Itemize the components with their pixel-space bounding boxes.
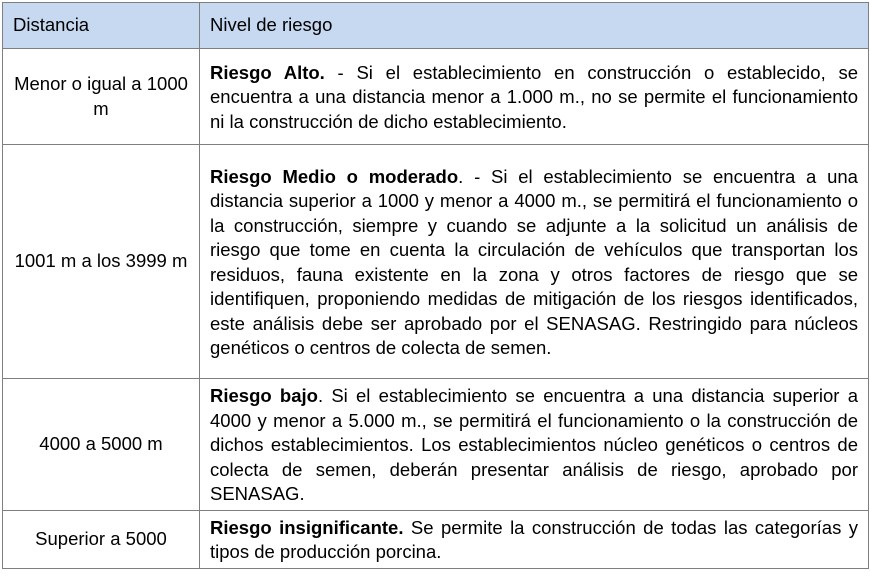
risk-title: Riesgo Medio o moderado [210, 165, 459, 187]
risk-title-separator: . [317, 385, 324, 406]
risk-title: Riesgo bajo [210, 385, 318, 406]
column-header-distance: Distancia [3, 3, 200, 49]
table-row [3, 379, 869, 511]
distance-cell: Menor o igual a 1000 m [3, 49, 200, 145]
risk-title-separator: . - [458, 165, 491, 187]
table-row [3, 510, 869, 568]
distance-cell: 1001 m a los 3999 m [3, 145, 200, 379]
risk-description-text: Si el establecimiento en construcción o establecido, se encuentra a una distancia menor a 1.000 m., no se permite el funcionamiento ni la construcción de dicho establecimiento. [210, 61, 858, 132]
risk-description-text: Si el establecimiento se encuentra a una distancia superior a 4000 y menor a 5.000 m., se permitirá el funcionamiento o la construcción de dichos establecimientos. Los establecimientos núcleo genéticos o centros de colecta de semen, deberán presentar análisis de riesgo, aprobado por SENASAG. [210, 385, 858, 504]
risk-level-table [2, 2, 869, 569]
risk-title: Riesgo insignificante. [210, 516, 404, 538]
table-row [3, 145, 869, 379]
table-header-row [3, 3, 869, 49]
risk-description-cell [200, 145, 869, 379]
risk-description-cell [200, 49, 869, 145]
risk-description-text: Se permite la construcción de todas las categorías y tipos de producción porcina. [210, 516, 858, 562]
distance-cell: 4000 a 5000 m [3, 379, 200, 511]
column-header-risk-level: Nivel de riesgo [200, 3, 869, 49]
distance-cell: Superior a 5000 [3, 510, 200, 568]
table-row [3, 49, 869, 145]
risk-title: Riesgo Alto. [210, 61, 325, 83]
risk-title-separator: - [324, 61, 357, 83]
risk-description-cell [200, 379, 869, 511]
risk-description-cell [200, 510, 869, 568]
risk-description-text: Si el establecimiento se encuentra a una distancia superior a 1000 y menor a 4000 m., se permitirá el funcionamiento o la construcción, siempre y cuando se adjunte a la solicitud un análisis de riesgo que tome en cuenta la circulación de vehículos que transportan los residuos, fauna existente en la zona y otros factores de riesgo que se identifiquen, proponiendo medidas de mitigación de los riesgos identificados, este análisis debe ser aprobado por el SENASAG. Restringido para núcleos genéticos o centros de colecta de semen. [210, 165, 858, 358]
